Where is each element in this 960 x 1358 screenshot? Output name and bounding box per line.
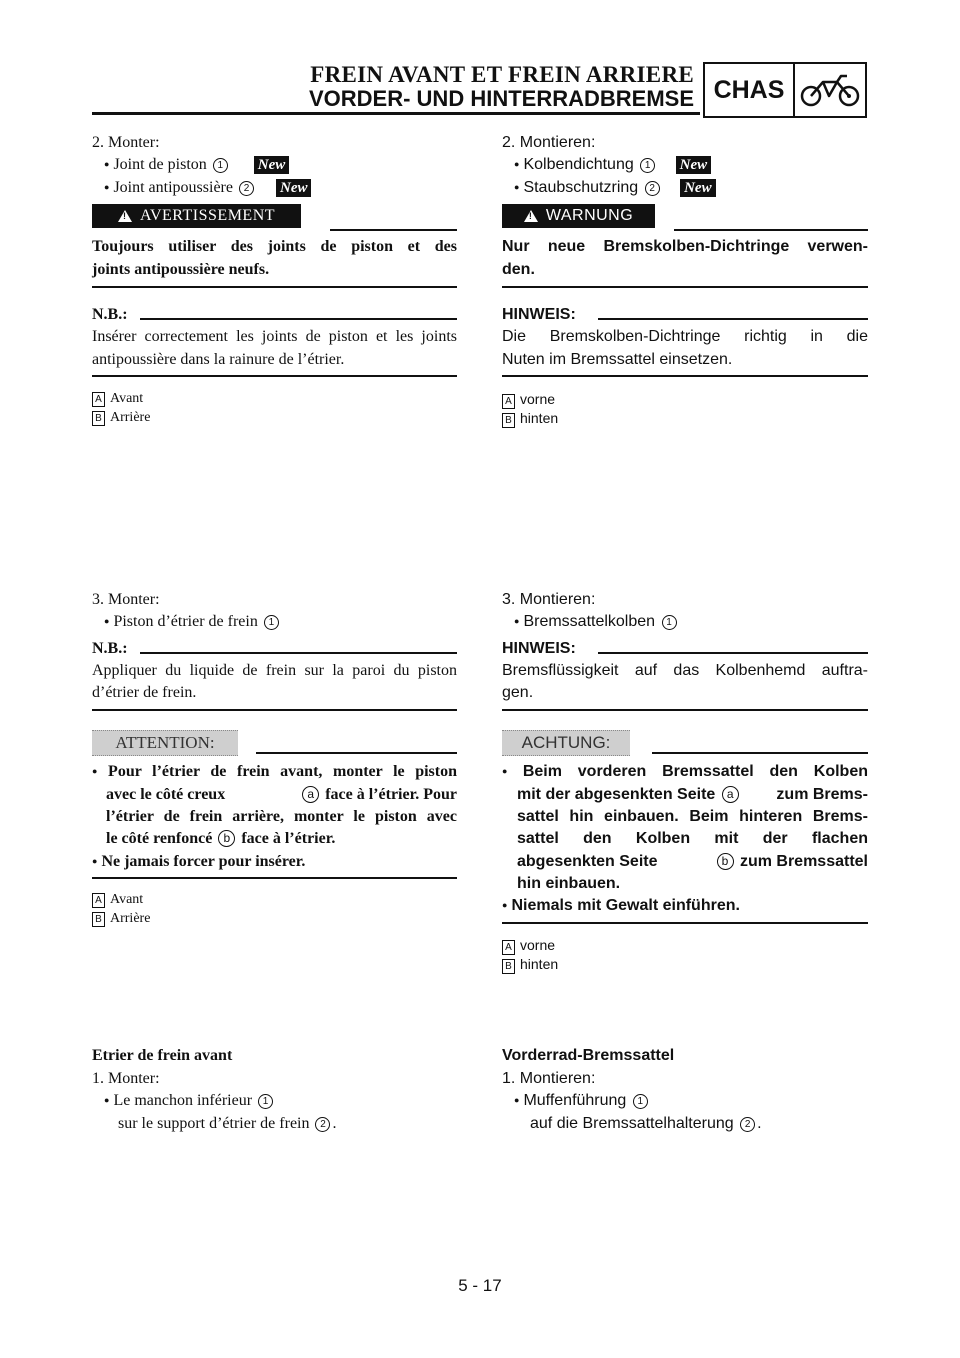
callout-a: a [302, 786, 319, 803]
de-note2-label: HINWEIS: [502, 640, 576, 657]
fr-legend-a [92, 391, 143, 407]
fr-note2-line2: d’étrier de frein. [92, 684, 197, 701]
de-step2-item1-text: Kolbendichtung [523, 156, 634, 173]
fr-step1-item1-text: Le manchon inférieur [113, 1092, 253, 1109]
fr-legend2-a [92, 892, 143, 908]
fr-step1-item1-cont-text: sur le support d’étrier de frein [118, 1115, 310, 1132]
de-warning-line2: den. [502, 261, 535, 278]
fr-step2-item1-text: Joint de piston [113, 156, 207, 173]
new-tag: New [276, 179, 312, 197]
fr-step3-item1-text: Piston d’étrier de frein [113, 613, 258, 630]
fr-legend-b-text: Arrière [110, 410, 151, 425]
de-caution-line7: ● Niemals mit Gewalt einführen. [502, 895, 740, 918]
de-legend-b-text: hinten [520, 410, 559, 426]
rule [502, 922, 868, 924]
fr-step2-item2 [104, 177, 311, 200]
de-step2-item2 [514, 177, 716, 200]
fr-note1-line1: Insérer correctement les joints de piston et les joints [92, 328, 457, 345]
warning-icon [118, 210, 132, 222]
label-a: A [92, 392, 105, 407]
page-number: 5 - 17 [458, 1276, 502, 1295]
fr-note2-label: N.B.: [92, 640, 128, 657]
new-tag: New [254, 156, 290, 174]
fr-step2-item2-text: Joint antipoussière [113, 179, 233, 196]
label-b: B [502, 413, 515, 428]
callout-b: b [218, 830, 235, 847]
de-warning-line1: Nur neue Bremskolben-Dichtringe verwen- [502, 238, 868, 255]
fr-caution-line4b: face à l’étrier. [241, 830, 336, 847]
label-b: B [502, 959, 515, 974]
de-note1-line2: Nuten im Bremssattel einsetzen. [502, 351, 733, 368]
fr-caution-line3: l’étrier de frein arrière, monter le piston avec [106, 808, 457, 825]
fr-caution-line2b: face à l’étrier. Pour [325, 786, 457, 803]
fr-legend2-b-text: Arrière [110, 911, 151, 926]
de-caution-line5b: zum Bremssattel [739, 853, 868, 870]
callout-2: 2 [315, 1117, 330, 1132]
rule [92, 375, 457, 377]
fr-warning-label [92, 204, 301, 228]
fr-caution-line2 [106, 784, 457, 806]
callout-1: 1 [640, 158, 655, 173]
rule [598, 652, 868, 654]
warning-icon [524, 210, 538, 222]
fr-caution-line4a: le côté renfoncé [106, 830, 213, 847]
callout-2: 2 [645, 181, 660, 196]
de-step1-item1-text: Muffenführung [523, 1092, 627, 1109]
fr-legend2-a-text: Avant [110, 892, 144, 907]
fr-step2-heading: 2. Monter: [92, 134, 160, 151]
de-caution-line2a: mit der abgesenkten Seite [517, 786, 716, 803]
de-step1-heading: 1. Montieren: [502, 1070, 596, 1087]
fr-step3-heading: 3. Monter: [92, 591, 160, 608]
rule [674, 229, 868, 231]
de-step3-item1 [514, 611, 679, 634]
de-step2-heading: 2. Montieren: [502, 134, 596, 151]
fr-subsection-title: Etrier de frein avant [92, 1047, 233, 1064]
de-subsection-title: Vorderrad-Bremssattel [502, 1047, 675, 1064]
de-caution-line1: ● Beim vorderen Bremssattel den Kolben [502, 761, 868, 784]
rule [140, 318, 457, 320]
callout-1: 1 [258, 1094, 273, 1109]
de-note2-line2: gen. [502, 684, 534, 701]
fr-caution-line5: ● Ne jamais forcer pour insérer. [92, 851, 305, 874]
label-a: A [92, 893, 105, 908]
de-legend-b [502, 410, 558, 428]
fr-caution-line4 [106, 828, 335, 850]
de-legend-a-text: vorne [520, 391, 556, 407]
fr-legend-a-text: Avant [110, 391, 144, 406]
fr-step1-item1-cont [118, 1113, 336, 1135]
header-title-fr: FREIN AVANT ET FREIN ARRIERE [310, 62, 694, 87]
label-a: A [502, 394, 515, 409]
de-caution-line2b: zum Brems- [776, 786, 868, 803]
rule [598, 318, 868, 320]
fr-step1-item1 [104, 1090, 275, 1113]
de-note1-line1: Die Bremskolben-Dichtringe richtig in die [502, 328, 868, 345]
callout-2: 2 [740, 1117, 755, 1132]
rule [92, 709, 457, 711]
de-warning-text: WARNUNG [545, 207, 634, 224]
de-note-label: HINWEIS: [502, 306, 576, 323]
fr-warning-line2: joints antipoussière neufs. [92, 261, 270, 278]
de-caution-line6: hin einbauen. [517, 875, 621, 892]
section-badge [703, 62, 867, 118]
rule [502, 375, 868, 377]
rule [502, 709, 868, 711]
rule [652, 752, 868, 754]
fr-step2-item1 [104, 154, 289, 177]
de-step3-heading: 3. Montieren: [502, 591, 596, 608]
rule [502, 286, 868, 288]
header-title-de: VORDER- UND HINTERRADBREMSE [308, 86, 694, 111]
rule [256, 752, 457, 754]
de-note2-line1: Bremsflüssigkeit auf das Kolbenhemd auftra- [502, 662, 868, 679]
fr-step3-item1 [104, 611, 281, 634]
motorcycle-icon [795, 64, 865, 116]
fr-warning-line1: Toujours utiliser des joints de piston et des [92, 238, 457, 255]
de-caution-line3: sattel hin einbauen. Beim hinteren Brems- [517, 808, 868, 825]
period: . [332, 1115, 337, 1132]
de-caution-line4: sattel den Kolben mit der flachen [517, 830, 868, 847]
de-caution-line5 [517, 851, 868, 873]
fr-note-label: N.B.: [92, 306, 128, 323]
de-step3-item1-text: Bremssattelkolben [523, 613, 656, 630]
de-legend2-b [502, 956, 558, 974]
callout-1: 1 [662, 615, 677, 630]
fr-note2-line1: Appliquer du liquide de frein sur la paroi du piston [92, 662, 457, 679]
rule [92, 286, 457, 288]
callout-1: 1 [213, 158, 228, 173]
callout-1: 1 [633, 1094, 648, 1109]
de-step1-item1-cont-text: auf die Bremssattelhalterung [530, 1115, 734, 1132]
de-caution-line5a: abgesenkten Seite [517, 853, 658, 870]
de-step2-item1 [514, 154, 711, 177]
label-a: A [502, 940, 515, 955]
fr-note1-line2: antipoussière dans la rainure de l’étrier. [92, 351, 345, 368]
label-b: B [92, 912, 105, 927]
callout-2: 2 [239, 181, 254, 196]
fr-legend2-b [92, 911, 150, 927]
callout-b: b [717, 853, 734, 870]
de-caution-label: ACHTUNG: [502, 730, 630, 756]
de-step1-item1-cont [530, 1113, 762, 1135]
header-rule [92, 112, 700, 115]
de-step2-item2-text: Staubschutzring [523, 179, 639, 196]
section-label: CHAS [705, 64, 795, 116]
fr-step1-heading: 1. Monter: [92, 1070, 160, 1087]
fr-caution-line2a: avec le côté creux [106, 786, 226, 803]
new-tag: New [680, 179, 716, 197]
rule [92, 877, 457, 879]
callout-a: a [722, 786, 739, 803]
de-legend2-a [502, 937, 555, 955]
de-legend2-b-text: hinten [520, 956, 559, 972]
fr-warning-text: AVERTISSEMENT [139, 207, 276, 224]
fr-caution-label: ATTENTION: [92, 730, 238, 756]
de-step1-item1 [514, 1090, 650, 1113]
new-tag: New [676, 156, 712, 174]
label-b: B [92, 411, 105, 426]
fr-legend-b [92, 410, 150, 426]
period: . [757, 1115, 762, 1132]
de-caution-line2 [517, 784, 868, 806]
callout-1: 1 [264, 615, 279, 630]
de-legend2-a-text: vorne [520, 937, 556, 953]
de-warning-label [502, 204, 655, 228]
fr-caution-line1: ● Pour l’étrier de frein avant, monter le piston [92, 761, 457, 784]
rule [330, 229, 457, 231]
de-legend-a [502, 391, 555, 409]
rule [140, 652, 457, 654]
